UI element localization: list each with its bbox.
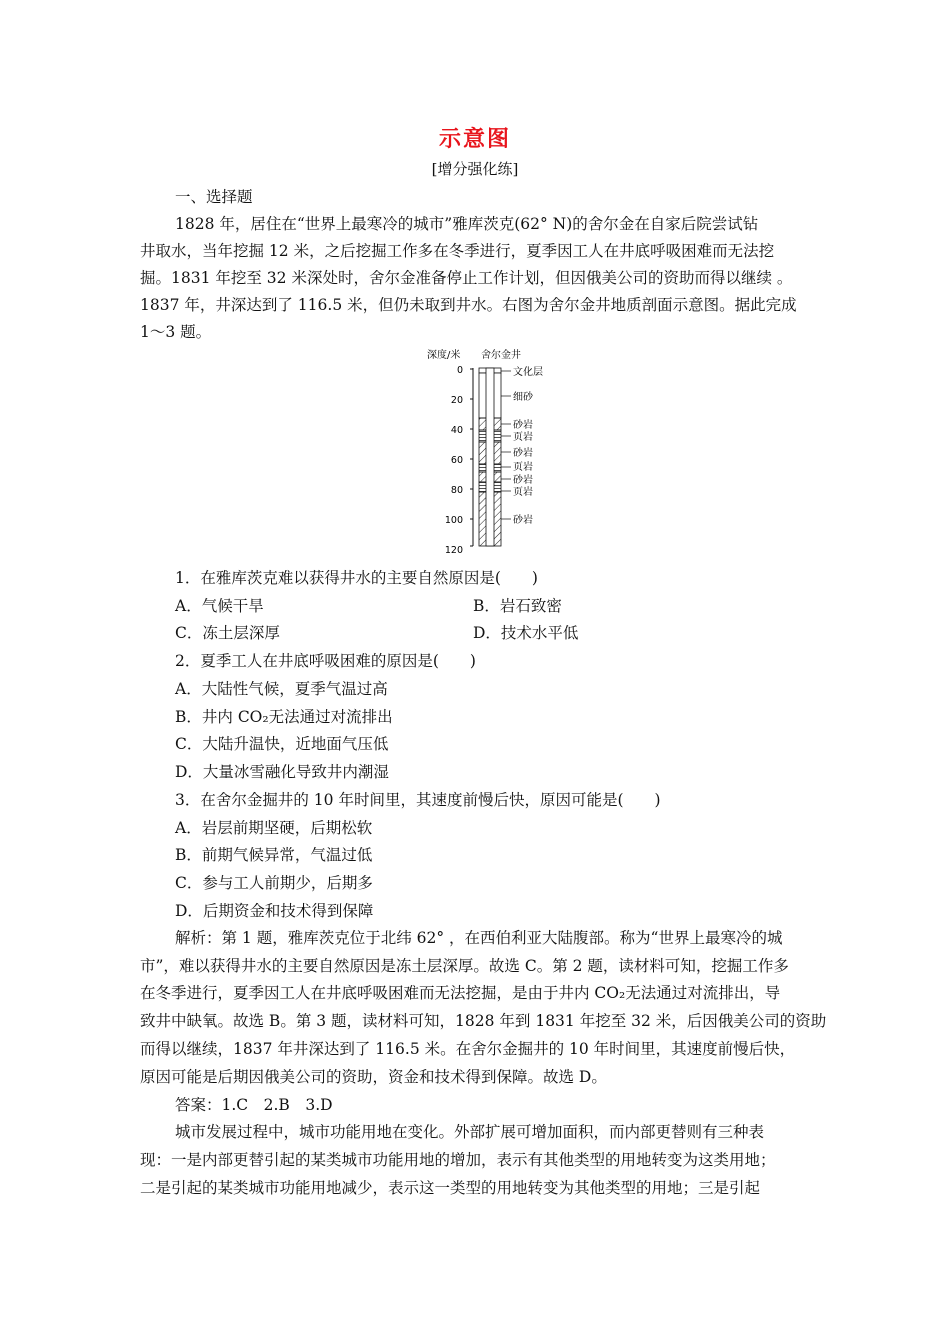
question-option: B．前期气候异常，气温过低 bbox=[175, 846, 373, 864]
page-subtitle: [增分强化练] bbox=[431, 160, 519, 178]
analysis-line: 原因可能是后期因俄美公司的资助，资金和技术得到保障。故选 D。 bbox=[140, 1068, 607, 1086]
layer-label: 页岩 bbox=[513, 462, 533, 473]
question-option: D．技术水平低 bbox=[473, 624, 579, 642]
tick-label: 80 bbox=[450, 485, 463, 496]
question-stem: 3．在舍尔金掘井的 10 年时间里，其速度前慢后快，原因可能是( ) bbox=[175, 791, 661, 809]
tick-label: 60 bbox=[450, 455, 463, 466]
layer-label: 砂岩 bbox=[513, 475, 533, 486]
layer-label: 文化层 bbox=[513, 367, 543, 378]
passage-line: 1828 年，居住在“世界上最寒冷的城市”雅库茨克(62° N)的舍尔金在自家后院尝试钻 bbox=[175, 215, 759, 233]
column-label: 舍尔金井 bbox=[481, 350, 521, 361]
y-axis-label: 深度/米 bbox=[427, 350, 461, 361]
tick-label: 0 bbox=[456, 365, 463, 376]
question-option: C．参与工人前期少，后期多 bbox=[175, 874, 373, 892]
well-section-figure bbox=[425, 346, 565, 558]
layer-label: 砂岩 bbox=[513, 448, 533, 459]
section-heading: 一、选择题 bbox=[175, 188, 253, 206]
passage-line: 现：一是内部更替引起的某类城市功能用地的增加，表示有其他类型的用地转变为这类用地； bbox=[140, 1151, 776, 1169]
page-title: 示意图 bbox=[438, 126, 511, 152]
question-option: D．大量冰雪融化导致井内潮湿 bbox=[175, 763, 389, 781]
question-option: C．冻土层深厚 bbox=[175, 624, 280, 642]
question-option: B．井内 CO₂无法通过对流排出 bbox=[175, 708, 393, 726]
layer-label: 页岩 bbox=[513, 432, 533, 443]
layer-label: 细砂 bbox=[513, 392, 533, 403]
passage-line: 掘。1831 年挖至 32 米深处时，舍尔金准备停止工作计划，但因俄美公司的资助而得以继续 。 bbox=[140, 269, 793, 287]
question-option: A．大陆性气候，夏季气温过高 bbox=[175, 680, 388, 698]
analysis-line: 在冬季进行，夏季因工人在井底呼吸困难而无法挖掘，是由于井内 CO₂无法通过对流排出，导 bbox=[140, 984, 781, 1002]
question-stem: 2．夏季工人在井底呼吸困难的原因是( ) bbox=[175, 652, 476, 670]
question-option: D．后期资金和技术得到保障 bbox=[175, 902, 374, 920]
analysis-line: 解析：第 1 题，雅库茨克位于北纬 62° ，在西伯利亚大陆腹部。称为“世界上最寒冷的城 bbox=[175, 929, 783, 947]
layer-label: 页岩 bbox=[513, 487, 533, 498]
answer-line: 答案：1.C 2.B 3.D bbox=[175, 1096, 333, 1114]
tick-label: 20 bbox=[450, 395, 463, 406]
passage-line: 1～3 题。 bbox=[140, 323, 212, 341]
question-stem: 1．在雅库茨克难以获得井水的主要自然原因是( ) bbox=[175, 569, 538, 587]
analysis-line: 市”，难以获得井水的主要自然原因是冻土层深厚。故选 C。第 2 题，读材料可知，挖掘工作多 bbox=[140, 957, 789, 975]
tick-label: 120 bbox=[444, 545, 463, 556]
well-shaft bbox=[486, 368, 494, 546]
well-column bbox=[479, 368, 501, 546]
question-option: A．岩层前期坚硬，后期松软 bbox=[175, 819, 373, 837]
passage-line: 二是引起的某类城市功能用地减少，表示这一类型的用地转变为其他类型的用地；三是引起 bbox=[140, 1179, 761, 1197]
tick-label: 100 bbox=[444, 515, 463, 526]
question-option: C．大陆升温快，近地面气压低 bbox=[175, 735, 389, 753]
passage-line: 城市发展过程中，城市功能用地在变化。外部扩展可增加面积，而内部更替则有三种表 bbox=[175, 1123, 765, 1141]
analysis-line: 而得以继续，1837 年井深达到了 116.5 米。在舍尔金掘井的 10 年时间里，其速度前慢后快， bbox=[140, 1040, 796, 1058]
question-option: B．岩石致密 bbox=[473, 597, 562, 615]
passage-line: 1837 年，井深达到了 116.5 米，但仍未取到井水。右图为舍尔金井地质剖面示意图。据此完成 bbox=[140, 296, 797, 314]
layer-label: 砂岩 bbox=[513, 420, 533, 431]
question-option: A．气候干旱 bbox=[175, 597, 264, 615]
layer-label: 砂岩 bbox=[513, 515, 533, 526]
analysis-line: 致井中缺氧。故选 B。第 3 题，读材料可知，1828 年到 1831 年挖至 32 米，后因俄美公司的资助 bbox=[140, 1012, 827, 1030]
passage-line: 井取水，当年挖掘 12 米，之后挖掘工作多在冬季进行，夏季因工人在井底呼吸困难而无法挖 bbox=[140, 242, 775, 260]
tick-label: 40 bbox=[450, 425, 463, 436]
